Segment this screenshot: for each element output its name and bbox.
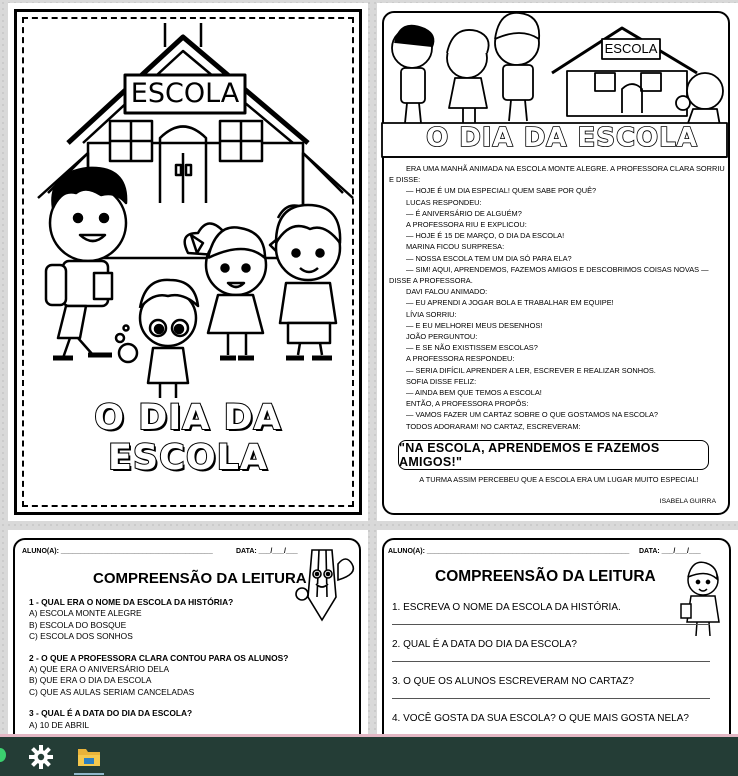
story-line: ERA UMA MANHÃ ANIMADA NA ESCOLA MONTE ALEGRE. A PROFESSORA CLARA SORRIU E DISSE: (389, 164, 725, 185)
answer-option[interactable]: B) ESCOLA DO BOSQUE (29, 619, 127, 630)
cover-title: O DIA DA ESCOLA (94, 398, 282, 478)
open-question (392, 676, 712, 713)
taskbar (0, 734, 738, 776)
quiz-page-multiple-choice (8, 530, 368, 740)
settings-gear-icon[interactable] (28, 744, 54, 770)
answer-option[interactable]: B) QUE ERA O DIA DA ESCOLA (29, 675, 152, 686)
story-sign-text: ESCOLA (604, 41, 658, 56)
quiz-page-open-questions (377, 530, 738, 740)
story-line: A PROFESSORA RESPONDEU: (406, 354, 515, 364)
story-line: — HOJE É UM DIA ESPECIAL! QUEM SABE POR QUÊ? (406, 186, 597, 196)
story-text (389, 163, 725, 432)
question-text: 3. O QUE OS ALUNOS ESCREVERAM NO CARTAZ? (392, 676, 634, 687)
poster-quote-box (398, 440, 709, 470)
answer-option[interactable]: A) 10 DE ABRIL (29, 719, 90, 730)
student-name-label: ALUNO(A): ____________________________________________________ (388, 548, 630, 555)
question-text: 2 - O QUE A PROFESSORA CLARA CONTOU PARA OS ALUNOS? (29, 652, 289, 663)
story-page (377, 3, 738, 521)
date-label: DATA: ___/___/___ (236, 548, 298, 555)
story-line: — AINDA BEM QUE TEMOS A ESCOLA! (406, 388, 542, 398)
question-text: 1. ESCREVA O NOME DA ESCOLA DA HISTÓRIA. (392, 602, 621, 613)
story-line: A PROFESSORA RIU E EXPLICOU: (406, 220, 527, 230)
story-conclusion: A TURMA ASSIM PERCEBEU QUE A ESCOLA ERA UM LUGAR MUITO ESPECIAL! (419, 475, 699, 484)
answer-line[interactable] (392, 624, 710, 625)
cover-page (8, 3, 368, 521)
answer-line[interactable] (392, 661, 710, 662)
quiz1-title: COMPREENSÃO DA LEITURA (93, 570, 307, 587)
story-line: TODOS ADORARAM! NO CARTAZ, ESCREVERAM: (406, 421, 581, 431)
answer-option[interactable]: C) QUE AS AULAS SERIAM CANCELADAS (29, 686, 195, 697)
story-line: — E SE NÃO EXISTISSEM ESCOLAS? (406, 343, 538, 353)
student-name-label: ALUNO(A): _______________________________________ (22, 548, 213, 555)
answer-option[interactable]: A) ESCOLA MONTE ALEGRE (29, 608, 142, 619)
story-line: — SIM! AQUI, APRENDEMOS, FAZEMOS AMIGOS E DESCOBRIMOS COISAS NOVAS — DISSE A PROFESSORA. (389, 264, 709, 286)
story-author: ISABELA GUIRRA (659, 498, 716, 505)
cover-sign-text: ESCOLA (130, 78, 240, 109)
open-question (392, 602, 712, 639)
quiz2-title: COMPREENSÃO DA LEITURA (435, 568, 656, 585)
open-question (392, 639, 712, 676)
date-label: DATA: ___/___/___ (639, 548, 701, 555)
answer-line[interactable] (392, 698, 710, 699)
story-line: — HOJE É 15 DE MARÇO, O DIA DA ESCOLA! (406, 231, 565, 241)
question-text: 2. QUAL É A DATA DO DIA DA ESCOLA? (392, 639, 577, 650)
story-line: — NOSSA ESCOLA TEM UM DIA SÓ PARA ELA? (406, 253, 572, 263)
story-line: — SERIA DIFÍCIL APRENDER A LER, ESCREVER E REALIZAR SONHOS. (406, 365, 656, 375)
story-line: LUCAS RESPONDEU: (406, 197, 482, 207)
story-line: DAVI FALOU ANIMADO: (406, 287, 488, 297)
story-line: JOÃO PERGUNTOU: (406, 332, 478, 342)
quiz1-questions (29, 597, 349, 740)
active-app-indicator (74, 773, 104, 775)
story-line: SOFIA DISSE FELIZ: (406, 376, 477, 386)
story-line: — VAMOS FAZER UM CARTAZ SOBRE O QUE GOSTAMOS NA ESCOLA? (406, 410, 659, 420)
story-line: ENTÃO, A PROFESSORA PROPÔS: (406, 399, 529, 409)
question-text: 3 - QUAL É A DATA DO DIA DA ESCOLA? (29, 708, 193, 719)
question-text: 1 - QUAL ERA O NOME DA ESCOLA DA HISTÓRIA? (29, 597, 234, 607)
answer-option[interactable]: A) QUE ERA O ANIVERSÁRIO DELA (29, 664, 170, 675)
green-app-icon[interactable] (0, 748, 6, 762)
poster-quote: "NA ESCOLA, APRENDEMOS E FAZEMOS AMIGOS!" (399, 441, 660, 469)
file-explorer-folder-icon[interactable] (77, 746, 101, 768)
question-text: 4. VOCÊ GOSTA DA SUA ESCOLA? O QUE MAIS GOSTA NELA? (392, 713, 689, 724)
answer-option[interactable]: C) ESCOLA DOS SONHOS (29, 631, 133, 642)
story-line: — E EU MELHOREI MEUS DESENHOS! (406, 320, 543, 330)
story-line: LÍVIA SORRIU: (406, 309, 457, 319)
story-line: — EU APRENDI A JOGAR BOLA E TRABALHAR EM EQUIPE! (406, 298, 614, 308)
quiz2-questions (392, 602, 712, 740)
story-line: — É ANIVERSÁRIO DE ALGUÉM? (406, 208, 522, 218)
story-title: O DIA DA ESCOLA (426, 123, 698, 153)
story-line: MARINA FICOU SURPRESA: (406, 242, 505, 252)
